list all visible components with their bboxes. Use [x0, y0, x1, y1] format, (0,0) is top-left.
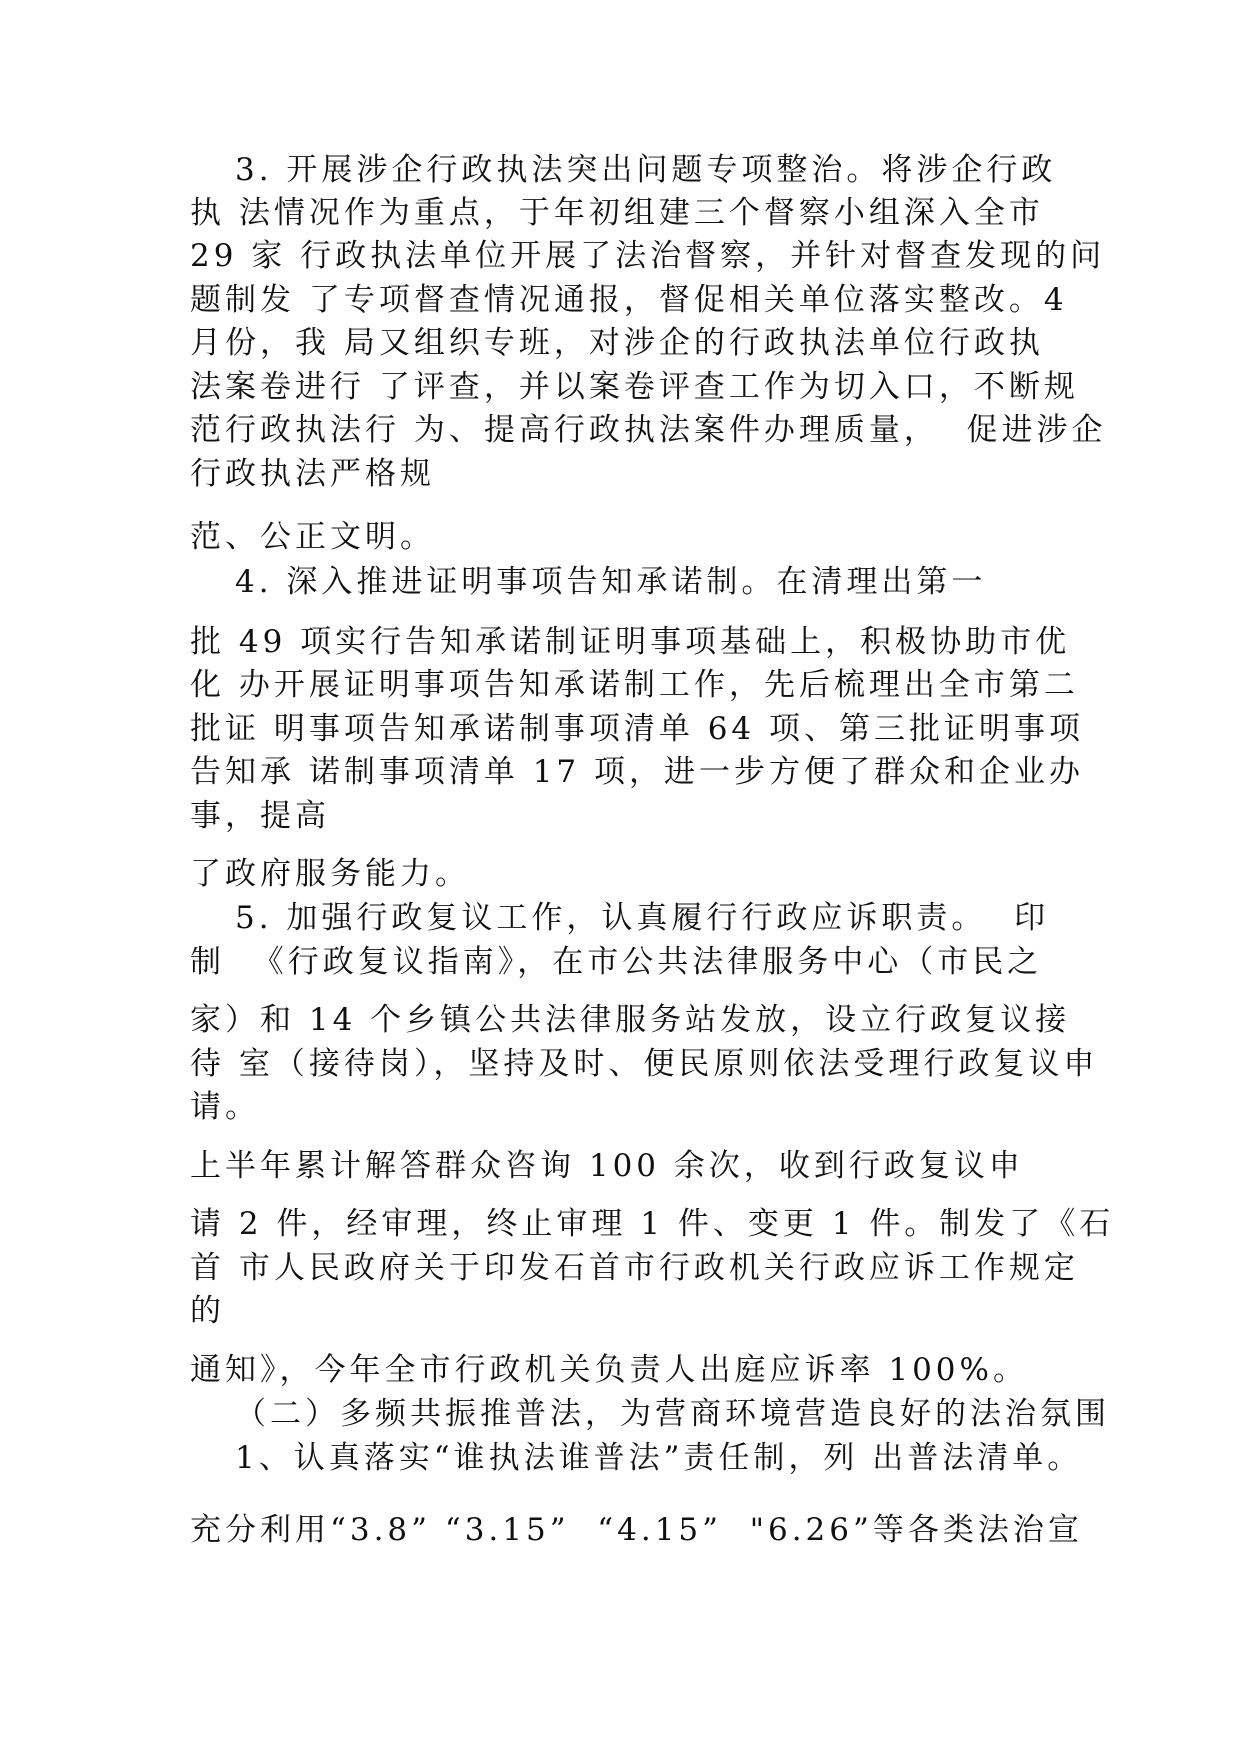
text-line: 制 《行政复议指南》，在市公共法律服务中心（市民之	[190, 944, 1043, 980]
text-line: 法案卷进行 了评查，并以案卷评查工作为切入口，不断规	[190, 369, 1079, 405]
text-line: 请 2 件，经审理，终止审理 1 件、变更 1 件。制发了《石	[190, 1206, 1115, 1242]
text-line: 事，提高	[190, 798, 330, 834]
text-line: 执 法情况作为重点，于年初组建三个督察小组深入全市	[190, 195, 1044, 231]
text-line: 请。	[190, 1089, 260, 1125]
text-line: 4. 深入推进证明事项告知承诺制。在清理出第一	[235, 564, 987, 600]
text-line: 待 室（接待岗），坚持及时、便民原则依法受理行政复议申	[190, 1046, 1099, 1082]
text-line: 范、公正文明。	[190, 519, 435, 555]
text-line: 29 家 行政执法单位开展了法治督察，并针对督查发现的问	[190, 238, 1106, 274]
text-line: 1、认真落实“谁执法谁普法”责任制，列 出普法清单。	[235, 1440, 1083, 1476]
text-line: （二）多频共振推普法，为营商环境营造良好的法治氛围	[235, 1396, 1110, 1432]
text-line: 首 市人民政府关于印发石首市行政机关行政应诉工作规定	[190, 1250, 1079, 1286]
text-line: 批证 明事项告知承诺制事项清单 64 项、第三批证明事项	[190, 711, 1085, 747]
text-line: 行政执法严格规	[190, 456, 435, 492]
text-line: 月份，我 局又组织专班，对涉企的行政执法单位行政执	[190, 325, 1044, 361]
text-line: 上半年累计解答群众咨询 100 余次，收到行政复议申	[190, 1148, 1024, 1184]
text-line: 充分利用“3.8” “3.15” “4.15” "6.26”等各类法治宣	[190, 1512, 1083, 1548]
text-line: 家）和 14 个乡镇公共法律服务站发放，设立行政复议接	[190, 1002, 1071, 1038]
text-line: 5. 加强行政复议工作，认真履行行政应诉职责。 印	[235, 900, 1050, 936]
text-line: 题制发 了专项督查情况通报，督促相关单位落实整改。4	[190, 282, 1068, 318]
text-line: 化 办开展证明事项告知承诺制工作，先后梳理出全市第二	[190, 667, 1079, 703]
text-line: 告知承 诺制事项清单 17 项，进一步方便了群众和企业办	[190, 754, 1085, 790]
text-line: 通知》，今年全市行政机关负责人出庭应诉率 100%。	[190, 1352, 1028, 1388]
text-line: 批 49 项实行告知承诺制证明事项基础上，积极协助市优	[190, 624, 1071, 660]
text-line: 了政府服务能力。	[190, 856, 470, 892]
text-line: 范行政执法行 为、提高行政执法案件办理质量， 促进涉企	[190, 412, 1107, 448]
text-line: 的	[190, 1293, 225, 1329]
text-line: 3. 开展涉企行政执法突出问题专项整治。将涉企行政	[235, 152, 1057, 188]
